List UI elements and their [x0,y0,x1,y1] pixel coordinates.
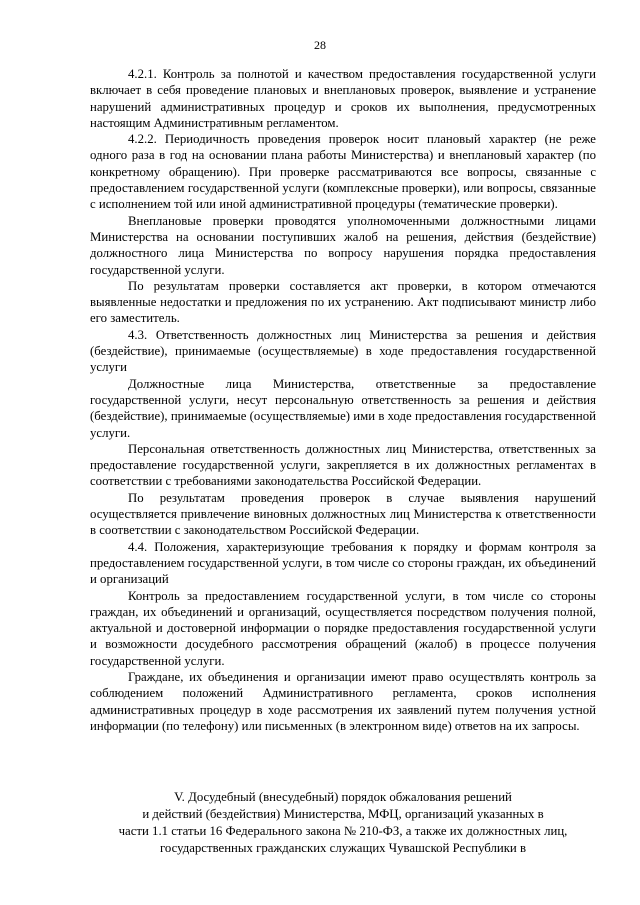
section-v-heading [90,789,596,857]
paragraph-personal-responsibility: Персональная ответственность должностных лиц Министерства, ответственных за предоставление государственной услуги, закрепляется в их должностных регламентах в соответствии с требованиями законодательства Российской Федерации. [90,441,596,489]
section-heading-line: V. Досудебный (внесудебный) порядок обжалования решений [174,790,512,804]
section-heading-line: части 1.1 статьи 16 Федерального закона № 210-ФЗ, а также их должностных лиц, [118,824,568,838]
paragraph-violations-liability: По результатам проведения проверок в случае выявления нарушений осуществляется привлечение виновных должностных лиц Министерства к ответственности в соответствии с законодательством Российской Федерации. [90,490,596,538]
paragraph-4-2-2: 4.2.2. Периодичность проведения проверок носит плановый характер (не реже одного раза в год на основании плана работы Министерства) и внеплановый характер (по конкретному обращению). При проверке рассматриваются все вопросы, связанные с предоставлением государственной услуги (комплексные проверки), или вопросы, связанные с исполнением той или иной административной процедуры (тематические проверки). [90,132,596,212]
document-body [90,66,596,734]
section-heading-line: и действий (бездействия) Министерства, МФЦ, организаций указанных в [142,807,544,821]
paragraph-public-control: Контроль за предоставлением государственной услуги, в том числе со стороны граждан, их объединений и организаций, осуществляется посредством получения полной, актуальной и достоверной информации о порядке предоставления государственной услуги и возможности досудебного рассмотрения обращений (жалоб) в процессе получения государственной услуги. [90,588,596,668]
page-number: 28 [314,38,326,52]
paragraph-officials-responsibility: Должностные лица Министерства, ответственные за предоставление государственной услуги, несут персональную ответственность за решения и действия (бездействие), принимаемые (осуществляемые) ими в ходе предоставления государственной услуги. [90,376,596,440]
paragraph-4-2-1: 4.2.1. Контроль за полнотой и качеством предоставления государственной услуги включает в себя проведение плановых и внеплановых проверок, выявление и устранение нарушений административных процедур и сроков их выполнения, предусмотренных настоящим Административным регламентом. [90,67,596,130]
paragraph-4-3-heading: 4.3. Ответственность должностных лиц Министерства за решения и действия (бездействие), принимаемые (осуществляемые) в ходе предоставления государственной услуги [90,327,596,375]
paragraph-unscheduled-checks: Внеплановые проверки проводятся уполномоченными должностными лицами Министерства на основании поступивших жалоб на решения, действия (бездействие) должностного лица Министерства по вопросу нарушения порядка предоставления государственной услуги. [90,213,596,277]
paragraph-4-4-heading: 4.4. Положения, характеризующие требования к порядку и формам контроля за предоставлением государственной услуги, в том числе со стороны граждан, их объединений и организаций [90,539,596,587]
paragraph-citizens-rights: Граждане, их объединения и организации имеют право осуществлять контроль за соблюдением положений Административного регламента, сроков исполнения административных процедур в ходе рассмотрения их заявлений путем получения устной информации (по телефону) или письменных (в электронном виде) ответов на их запросы. [90,669,596,733]
paragraph-check-results: По результатам проверки составляется акт проверки, в котором отмечаются выявленные недостатки и предложения по их устранению. Акт подписывают министр либо его заместитель. [90,278,596,326]
section-heading-line: государственных гражданских служащих Чувашской Республики в [159,841,527,855]
